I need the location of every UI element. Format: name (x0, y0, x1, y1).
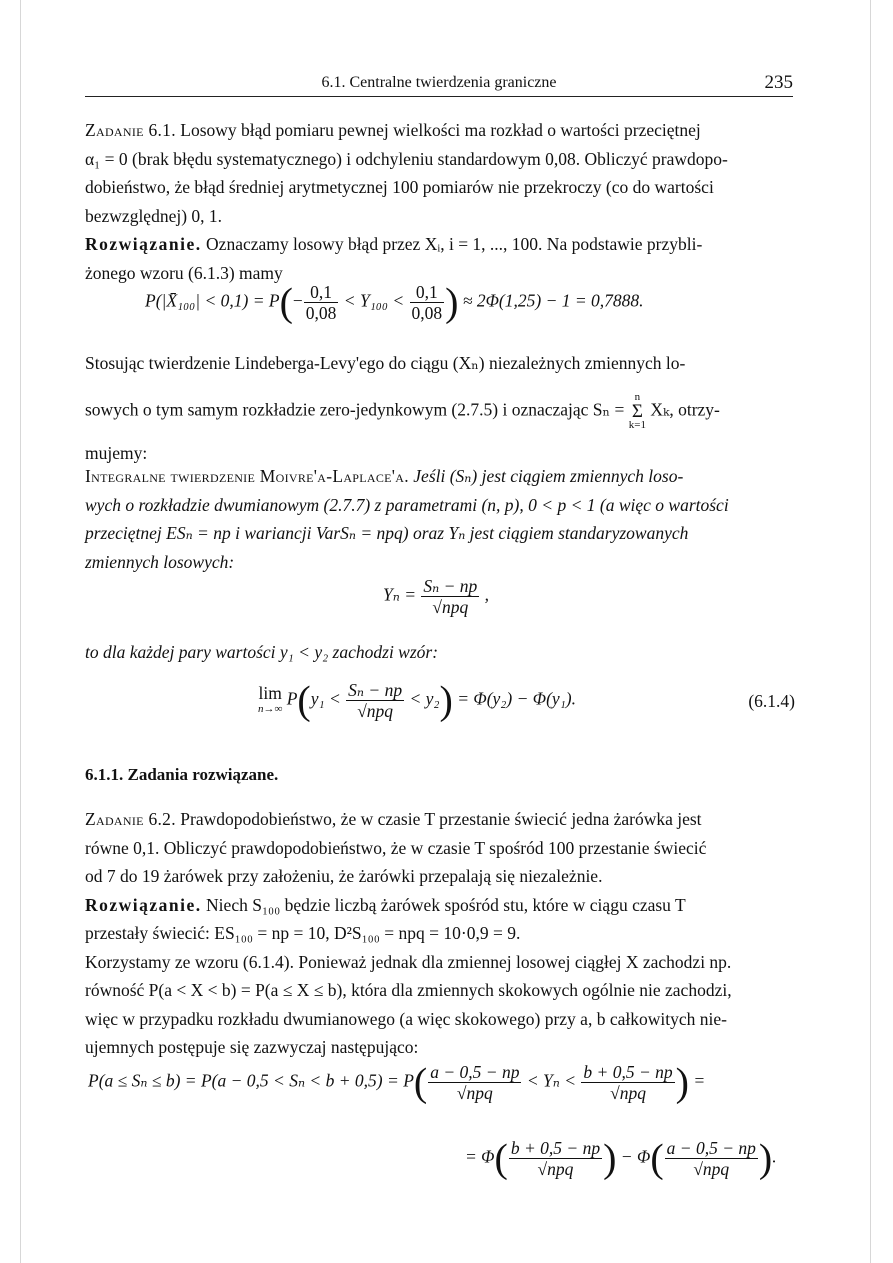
task-line: równe 0,1. Obliczyć prawdopodobieństwo, że w czasie T spośród 100 przestanie świecić (85, 837, 707, 858)
eq-text: = Φ(y₂) − Φ(y₁). (452, 688, 576, 709)
text-line: Stosując twierdzenie Lindeberga-Levy'ego do ciągu (Xₙ) niezależnych zmiennych lo- (85, 353, 686, 373)
task-6-1 (85, 116, 794, 287)
task-label: Zadanie 6.1. (85, 120, 176, 140)
eq-text: − Φ (616, 1146, 651, 1167)
eq-text: P(a ≤ Sₙ ≤ b) = P(a − 0,5 < Sₙ < b + 0,5) = P (88, 1070, 414, 1091)
eq-text: y₁ < (310, 688, 346, 709)
solution-label: Rozwiązanie. (85, 894, 202, 915)
theorem-line: wych o rozkładzie dwumianowym (2.7.7) z parametrami (n, p), 0 < p < 1 (a więc o wartości (85, 494, 729, 515)
fraction: $\frac{b + 0,5 - np}{\text{√npq}}$ (510, 1138, 601, 1179)
section-heading: 6.1.1. Zadania rozwiązane. (85, 765, 279, 784)
summation: n Σ k=1 (628, 390, 646, 431)
text-line: to dla każdej pary wartości y₁ < y₂ zachodzi wzór: (85, 642, 439, 662)
task-line: bezwzględnej) 0, 1. (85, 205, 223, 226)
text-line: sowych o tym samym rozkładzie zero-jedynkowym (2.7.5) i oznaczając Sₙ = (85, 399, 629, 420)
task-line: α₁ = 0 (brak błędu systematycznego) i odchyleniu standardowym 0,08. Obliczyć prawdopo- (85, 148, 728, 169)
eq-text: , (480, 584, 490, 605)
solution-line: ujemnych postępuje się zazwyczaj następująco: (85, 1037, 419, 1057)
theorem-continuation (85, 638, 794, 667)
eq-text: . (772, 1146, 777, 1167)
running-header (85, 72, 793, 97)
scan-edge-left (20, 0, 21, 1263)
theorem-label: Integralne twierdzenie Moivre'a-Laplace'a. (85, 466, 409, 486)
fraction: $\frac{\text{Sₙ − np}}{\text{√npq}}$ (423, 576, 478, 617)
equation-phi-difference: = Φ( $\frac{b + 0,5 - np}{\text{√npq}}$ ) − Φ( $\frac{a - 0,5 - np}{\text{√npq}}$ ). (465, 1135, 777, 1181)
solution-line: więc w przypadku rozkładu dwumianowego (a więc skokowego) przy a, b całkowitych nie- (85, 1008, 727, 1029)
equation-6-1-4: lim n→∞ P(y₁ < $\frac{\text{Sₙ − np}}{\text{√npq}}$ < y₂) = Φ(y₂) − Φ(y₁). (258, 677, 576, 723)
header-title: 6.1. Centralne twierdzenia graniczne (321, 74, 557, 91)
eq-text: P(|X̄₁₀₀| < 0,1) = P (145, 290, 280, 311)
page-number: 235 (764, 72, 793, 93)
task-line: od 7 do 19 żarówek przy założeniu, że żarówki przepalają się niezależnie. (85, 866, 603, 886)
eq-text: = (689, 1070, 706, 1091)
eq-text: Yₙ = (383, 584, 421, 605)
equation-error-probability: P(|X̄₁₀₀| < 0,1) = P(− $\frac{0,1}{0,08}$ < Y₁₀₀ < $\frac{0,1}{0,08}$ ) ≈ 2Φ(1,25) − 1 = 0,7888. (145, 279, 644, 325)
fraction: $\frac{b + 0,5 - np}{\text{√npq}}$ (583, 1062, 673, 1103)
task-line: dobieństwo, że błąd średniej arytmetycznej 100 pomiarów nie przekroczy (co do wartości (85, 177, 714, 197)
lindeberg-paragraph (85, 349, 794, 467)
solution-line: Niech S₁₀₀ będzie liczbą żarówek spośród stu, które w ciągu czasu T (201, 894, 686, 915)
limit: lim n→∞ (258, 682, 283, 715)
equation-number: (6.1.4) (748, 691, 795, 711)
solution-line: żonego wzoru (6.1.3) mamy (85, 262, 283, 283)
solution-label: Rozwiązanie. (85, 234, 202, 254)
scan-edge-right (870, 0, 871, 1263)
theorem-line: Jeśli (Sₙ) jest ciągiem zmiennych loso- (408, 466, 684, 486)
fraction: $\frac{a - 0,5 - np}{\text{√npq}}$ (666, 1138, 756, 1179)
theorem-line: przeciętnej ESₙ = np i wariancji VarSₙ = npq) oraz Yₙ jest ciągiem standaryzowanych (85, 523, 689, 543)
eq-text: < y₂ (405, 688, 440, 709)
eq-text: = Φ (465, 1146, 495, 1167)
eq-text: P (282, 688, 298, 709)
equation-standardized (383, 576, 489, 617)
task-line: Losowy błąd pomiaru pewnej wielkości ma rozkład o wartości przeciętnej (175, 120, 701, 140)
fraction: $\frac{0,1}{0,08}$ (411, 282, 443, 323)
equation-binomial-correction: P(a ≤ Sₙ ≤ b) = P(a − 0,5 < Sₙ < b + 0,5) = P( $\frac{a - 0,5 - np}{\text{√npq}}$ < Yₙ < $\frac{b + 0,5 - np}{\text{√npq}}$ ) = (88, 1059, 706, 1105)
task-6-2 (85, 805, 794, 1062)
fraction: $\frac{\text{Sₙ − np}}{\text{√npq}}$ (348, 680, 403, 721)
solution-line: przestały świecić: ES₁₀₀ = np = 10, D²S₁₀₀ = npq = 10·0,9 = 9. (85, 923, 521, 943)
task-label: Zadanie 6.2. (85, 809, 176, 829)
solution-line: równość P(a < X < b) = P(a ≤ X ≤ b), która dla zmiennych skokowych ogólnie nie zachodzi, (85, 980, 732, 1000)
theorem-line: zmiennych losowych: (85, 551, 235, 572)
solution-line: Oznaczamy losowy błąd przez Xᵢ, i = 1, ..., 100. Na podstawie przybli- (201, 234, 703, 254)
text-line: mujemy: (85, 442, 148, 463)
eq-text: < Yₙ < (522, 1070, 581, 1091)
eq-text: < Y₁₀₀ < (339, 290, 409, 311)
fraction: $\frac{0,1}{0,08}$ (305, 282, 337, 323)
fraction: $\frac{a - 0,5 - np}{\text{√npq}}$ (430, 1062, 520, 1103)
eq-text: ≈ 2Φ(1,25) − 1 = 0,7888. (458, 290, 644, 311)
task-line: Prawdopodobieństwo, że w czasie T przestanie świecić jedna żarówka jest (175, 809, 702, 829)
text-line: Xₖ, otrzy- (645, 399, 720, 420)
moivre-laplace-theorem (85, 462, 794, 576)
solution-line: Korzystamy ze wzoru (6.1.4). Ponieważ jednak dla zmiennej losowej ciągłej X zachodzi np. (85, 951, 732, 972)
